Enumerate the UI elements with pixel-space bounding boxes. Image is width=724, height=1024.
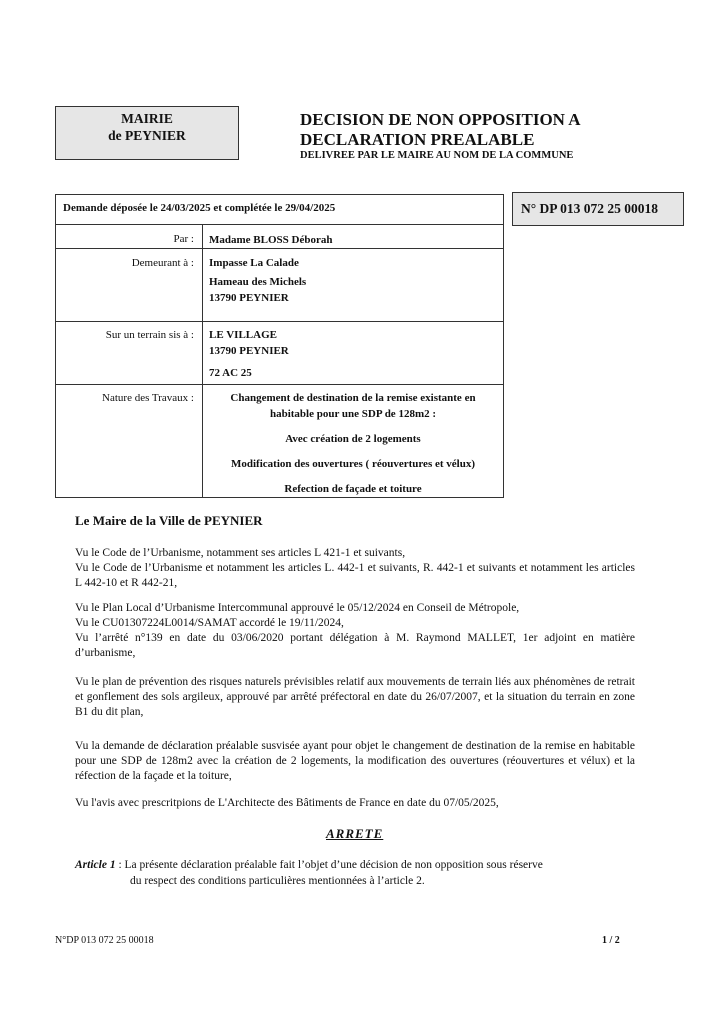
consideration: Vu l’arrêté n°139 en date du 03/06/2020 portant délégation à M. Raymond MALLET, 1er adjoint en matière d’urbanisme,	[75, 632, 635, 659]
request-table	[55, 194, 504, 498]
address-label: Demeurant à :	[131, 257, 194, 269]
address-line: 13790 PEYNIER	[209, 292, 289, 304]
title-line-2: DECLARATION PREALABLE	[300, 130, 535, 149]
terrain-line: LE VILLAGE	[209, 329, 277, 341]
row-divider	[56, 384, 503, 385]
article-1-text-continued: du respect des conditions particulières mentionnées à l’article 2.	[130, 875, 425, 887]
consideration: Vu l'avis avec prescritpions de L'Architecte des Bâtiments de France en date du 07/05/2025,	[75, 797, 499, 809]
consideration: Vu le CU01307224L0014/SAMAT accordé le 19/11/2024,	[75, 617, 344, 629]
consideration: Vu le Code de l’Urbanisme et notamment les articles L. 442-1 et suivants, R. 442-1 et suivants et notamment les articles L 442-10 et R 442-21,	[75, 562, 635, 589]
consideration: Vu le Plan Local d’Urbanisme Intercommunal approuvé le 05/12/2024 en Conseil de Métropole,	[75, 602, 520, 614]
terrain-line: 13790 PEYNIER	[209, 345, 289, 357]
article-1-text: : La présente déclaration préalable fait l’objet d’une décision de non opposition sous réserve	[115, 859, 543, 871]
terrain-label: Sur un terrain sis à :	[105, 329, 194, 341]
works-value	[203, 390, 503, 497]
par-value: Madame BLOSS Déborah	[209, 234, 333, 246]
works-line: habitable pour une SDP de 128m2 :	[269, 408, 437, 420]
consideration: Vu le Code de l’Urbanisme, notamment ses articles L 421-1 et suivants,	[75, 547, 406, 559]
works-line: Changement de destination de la remise existante en	[230, 392, 476, 404]
page-number: 1 / 2	[602, 935, 620, 946]
footer-reference: N°DP 013 072 25 00018	[55, 935, 154, 946]
works-label: Nature des Travaux :	[102, 392, 194, 404]
par-label: Par :	[173, 233, 194, 245]
parcel-ref: 72 AC 25	[209, 367, 252, 379]
dossier-number: N° DP 013 072 25 00018	[512, 192, 684, 226]
works-line: Avec création de 2 logements	[285, 433, 421, 445]
terrain-value	[209, 327, 289, 381]
mairie-line-1: MAIRIE	[121, 111, 173, 126]
row-divider	[56, 248, 503, 249]
article-1	[75, 857, 635, 889]
consideration: Vu le plan de prévention des risques naturels prévisibles relatif aux mouvements de terrain liés aux phénomènes de retrait et gonflement des sols argileux, approuvé par arrêté préfectoral en date du 26/07/2007, et la situation du terrain en zone B1 du dit plan,	[75, 676, 635, 718]
arrete-heading: ARRETE	[326, 826, 384, 841]
mairie-box	[55, 106, 239, 160]
consideration: Vu la demande de déclaration préalable susvisée ayant pour objet le changement de destination de la remise en habitable pour une SDP de 128m2 avec la création de 2 logements, la modification des ouvertures (réouvertures et vélux) et la réfection de la façade et la toiture,	[75, 740, 635, 782]
works-line: Refection de façade et toiture	[284, 483, 422, 495]
address-line: Impasse La Calade	[209, 257, 299, 269]
document-title	[300, 110, 581, 150]
document-subtitle: DELIVREE PAR LE MAIRE AU NOM DE LA COMMUNE	[300, 150, 574, 161]
address-line: Hameau des Michels	[209, 276, 307, 288]
maire-heading: Le Maire de la Ville de PEYNIER	[75, 513, 263, 528]
works-line: Modification des ouvertures ( réouvertures et vélux)	[231, 458, 475, 470]
row-divider	[56, 321, 503, 322]
deposit-date: Demande déposée le 24/03/2025 et complétée le 29/04/2025	[56, 195, 503, 225]
address-value	[209, 255, 306, 306]
mairie-line-2: de PEYNIER	[108, 128, 186, 143]
title-line-1: DECISION DE NON OPPOSITION A	[300, 110, 581, 129]
article-1-name: Article 1	[75, 859, 116, 871]
